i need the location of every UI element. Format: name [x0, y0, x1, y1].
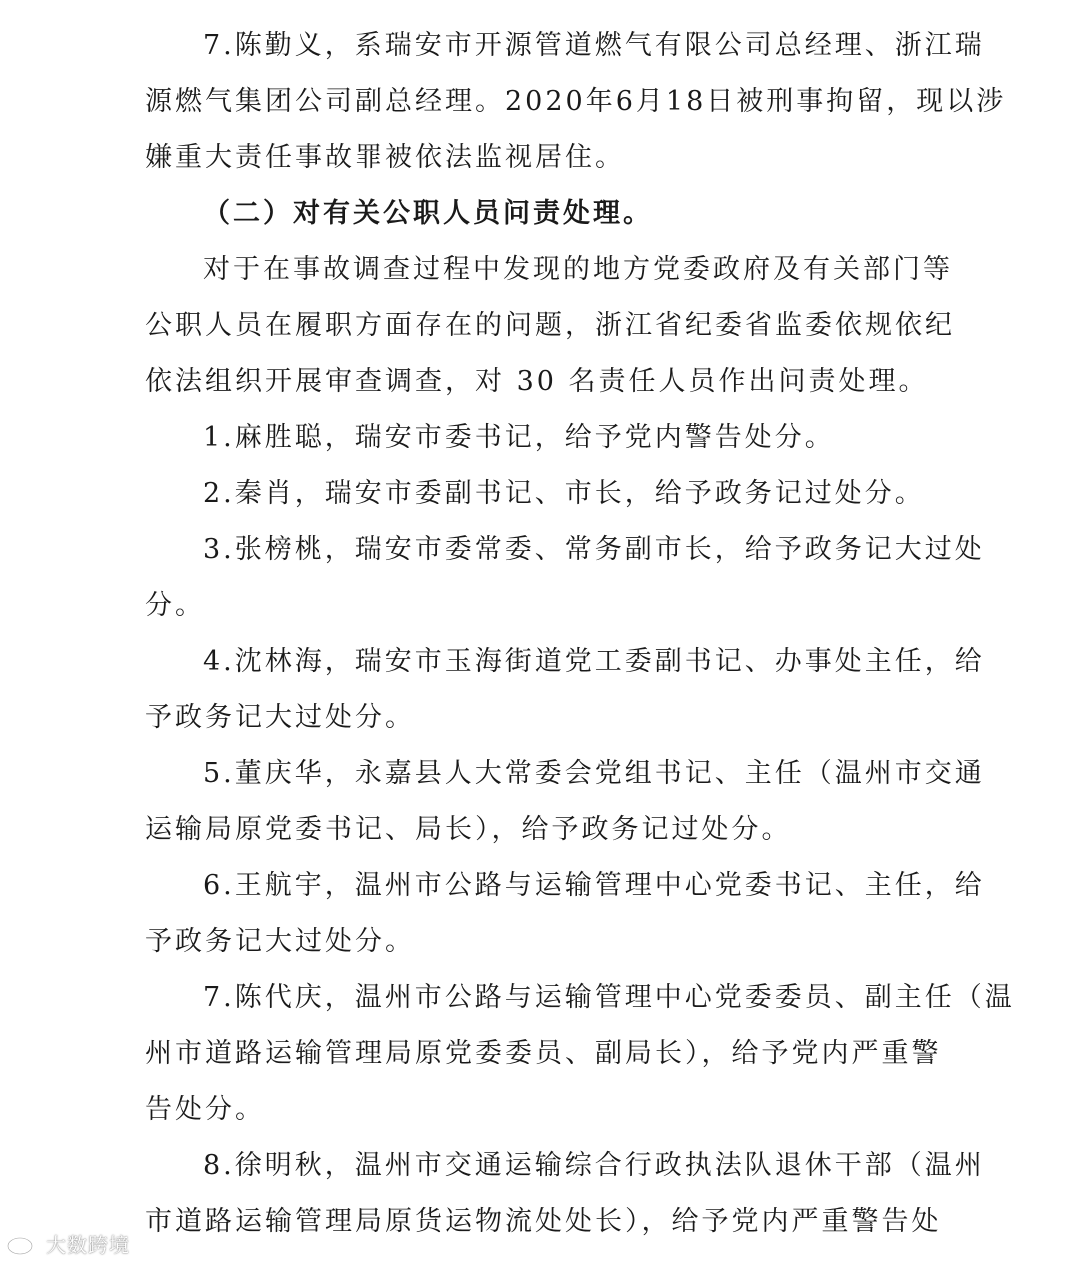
list-item-line: 3.张榜桃，瑞安市委常委、常务副市长，给予政务记大过处 — [203, 534, 985, 565]
list-item-line: 分。 — [145, 590, 205, 621]
paragraph-line: 嫌重大责任事故罪被依法监视居住。 — [145, 142, 625, 173]
paragraph-line: 对于在事故调查过程中发现的地方党委政府及有关部门等 — [203, 254, 953, 285]
paragraph-line: 依法组织开展审查调查，对 30 名责任人员作出问责处理。 — [145, 366, 929, 397]
document-body — [145, 18, 1015, 1250]
paragraph-line: 7.陈勤义，系瑞安市开源管道燃气有限公司总经理、浙江瑞 — [203, 30, 985, 61]
list-item-line: 市道路运输管理局原货运物流处处长），给予党内严重警告处 — [145, 1206, 942, 1237]
list-item-line: 4.沈林海，瑞安市玉海街道党工委副书记、办事处主任，给 — [203, 646, 985, 677]
weibo-logo-icon — [6, 1230, 40, 1256]
list-item-line: 5.董庆华，永嘉县人大常委会党组书记、主任（温州市交通 — [203, 758, 985, 789]
watermark — [6, 1228, 130, 1258]
list-item-line: 6.王航宇，温州市公路与运输管理中心党委书记、主任，给 — [203, 870, 985, 901]
list-item-line: 2.秦肖，瑞安市委副书记、市长，给予政务记过处分。 — [203, 478, 925, 509]
list-item-line: 8.徐明秋，温州市交通运输综合行政执法队退休干部（温州 — [203, 1150, 985, 1181]
list-item-line: 1.麻胜聪，瑞安市委书记，给予党内警告处分。 — [203, 422, 835, 453]
list-item-line: 运输局原党委书记、局长），给予政务记过处分。 — [145, 814, 792, 845]
watermark-text: 大数跨境 — [46, 1232, 130, 1257]
list-item-line: 予政务记大过处分。 — [145, 926, 415, 957]
section-heading: （二）对有关公职人员问责处理。 — [203, 198, 653, 229]
list-item-line: 7.陈代庆，温州市公路与运输管理中心党委委员、副主任（温 — [203, 982, 1015, 1013]
list-item-line: 告处分。 — [145, 1094, 265, 1125]
paragraph-line: 公职人员在履职方面存在的问题，浙江省纪委省监委依规依纪 — [145, 310, 955, 341]
paragraph-line: 源燃气集团公司副总经理。2020年6月18日被刑事拘留，现以涉 — [145, 86, 1007, 117]
list-item-line: 予政务记大过处分。 — [145, 702, 415, 733]
list-item-line: 州市道路运输管理局原党委委员、副局长），给予党内严重警 — [145, 1038, 942, 1069]
